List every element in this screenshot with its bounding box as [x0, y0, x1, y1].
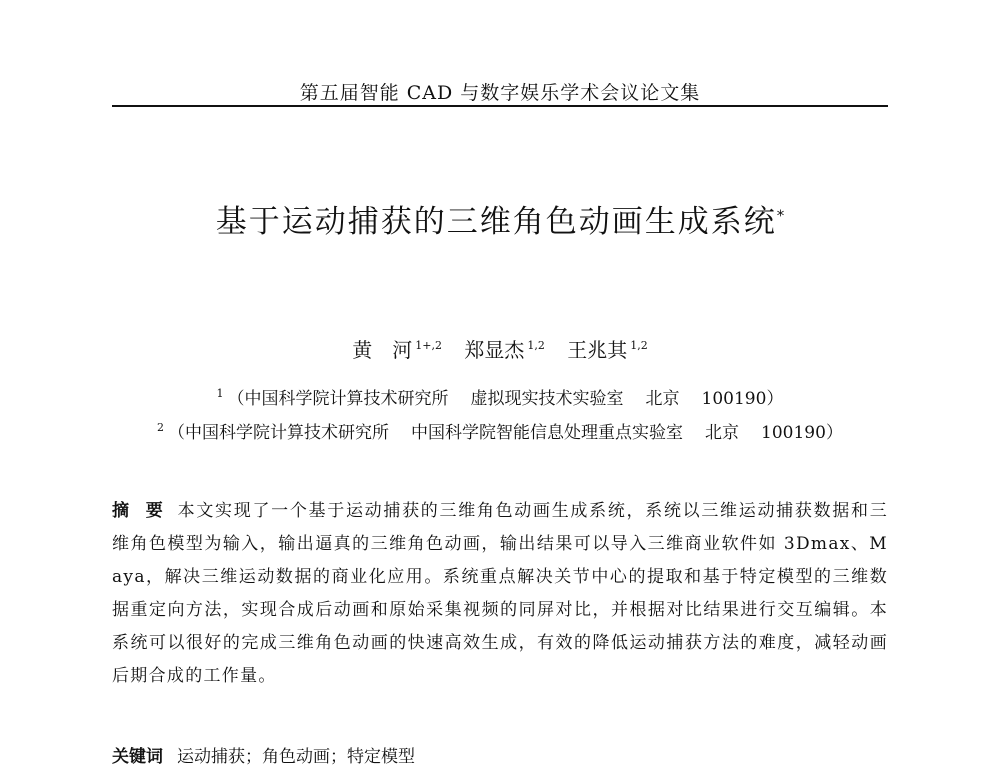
affiliation-lab: 中国科学院智能信息处理重点实验室 [411, 423, 684, 443]
author-affiliation-mark: 1,2 [630, 339, 648, 353]
keywords-text: 运动捕获；角色动画；特定模型 [177, 747, 415, 767]
affiliation-2 [60, 418, 940, 443]
keywords [112, 742, 888, 767]
author-name: 王兆其 [567, 338, 628, 362]
affiliation-number: 2 [157, 421, 165, 435]
abstract [112, 495, 888, 693]
abstract-text: 本文实现了一个基于运动捕获的三维角色动画生成系统，系统以三维运动捕获数据和三维角色模型为输入，输出逼真的三维角色动画，输出结果可以导入三维商业软件如 3Dmax、Maya，解决三维运动数据的商业化应用。系统重点解决关节中心的提取和基于特定模型的三维数据重定向方法，实现合成后动画和原始采集视频的同屏对比，并根据对比结果进行交互编辑。本系统可以很好的完成三维角色动画的快速高效生成，有效的降低运动捕获方法的难度，减轻动画后期合成的工作量。 [112, 501, 888, 686]
author-affiliation-mark: 1+,2 [415, 339, 442, 353]
abstract-label-char: 要 [145, 501, 164, 521]
affiliation-1 [60, 384, 940, 409]
header-rule [112, 105, 888, 107]
paper-title-text: 基于运动捕获的三维角色动画生成系统 [215, 204, 777, 240]
author-name: 黄 河 [352, 338, 413, 362]
author-list [60, 334, 940, 363]
author-affiliation-mark: 1,2 [527, 339, 545, 353]
running-head: 第五届智能 CAD 与数字娱乐学术会议论文集 [299, 82, 701, 104]
affiliation-city: 北京 [645, 389, 680, 409]
affiliation-lab: 虚拟现实技术实验室 [470, 389, 624, 409]
affiliation-org: （中国科学院计算技术研究所 [227, 389, 449, 409]
author [352, 334, 442, 363]
keywords-label: 关键词 [112, 747, 163, 767]
affiliation-org: （中国科学院计算技术研究所 [168, 423, 390, 443]
affiliation-city: 北京 [705, 423, 740, 443]
paper-title [60, 196, 940, 241]
affiliation-zip: 100190） [701, 389, 784, 409]
author-name: 郑显杰 [464, 338, 525, 362]
abstract-label [112, 501, 163, 521]
affiliation-zip: 100190） [761, 423, 843, 443]
title-footnote-mark: * [776, 206, 785, 225]
affiliation-number: 1 [216, 387, 224, 401]
author [464, 334, 545, 363]
abstract-label-char: 摘 [112, 501, 130, 521]
author [567, 334, 648, 363]
